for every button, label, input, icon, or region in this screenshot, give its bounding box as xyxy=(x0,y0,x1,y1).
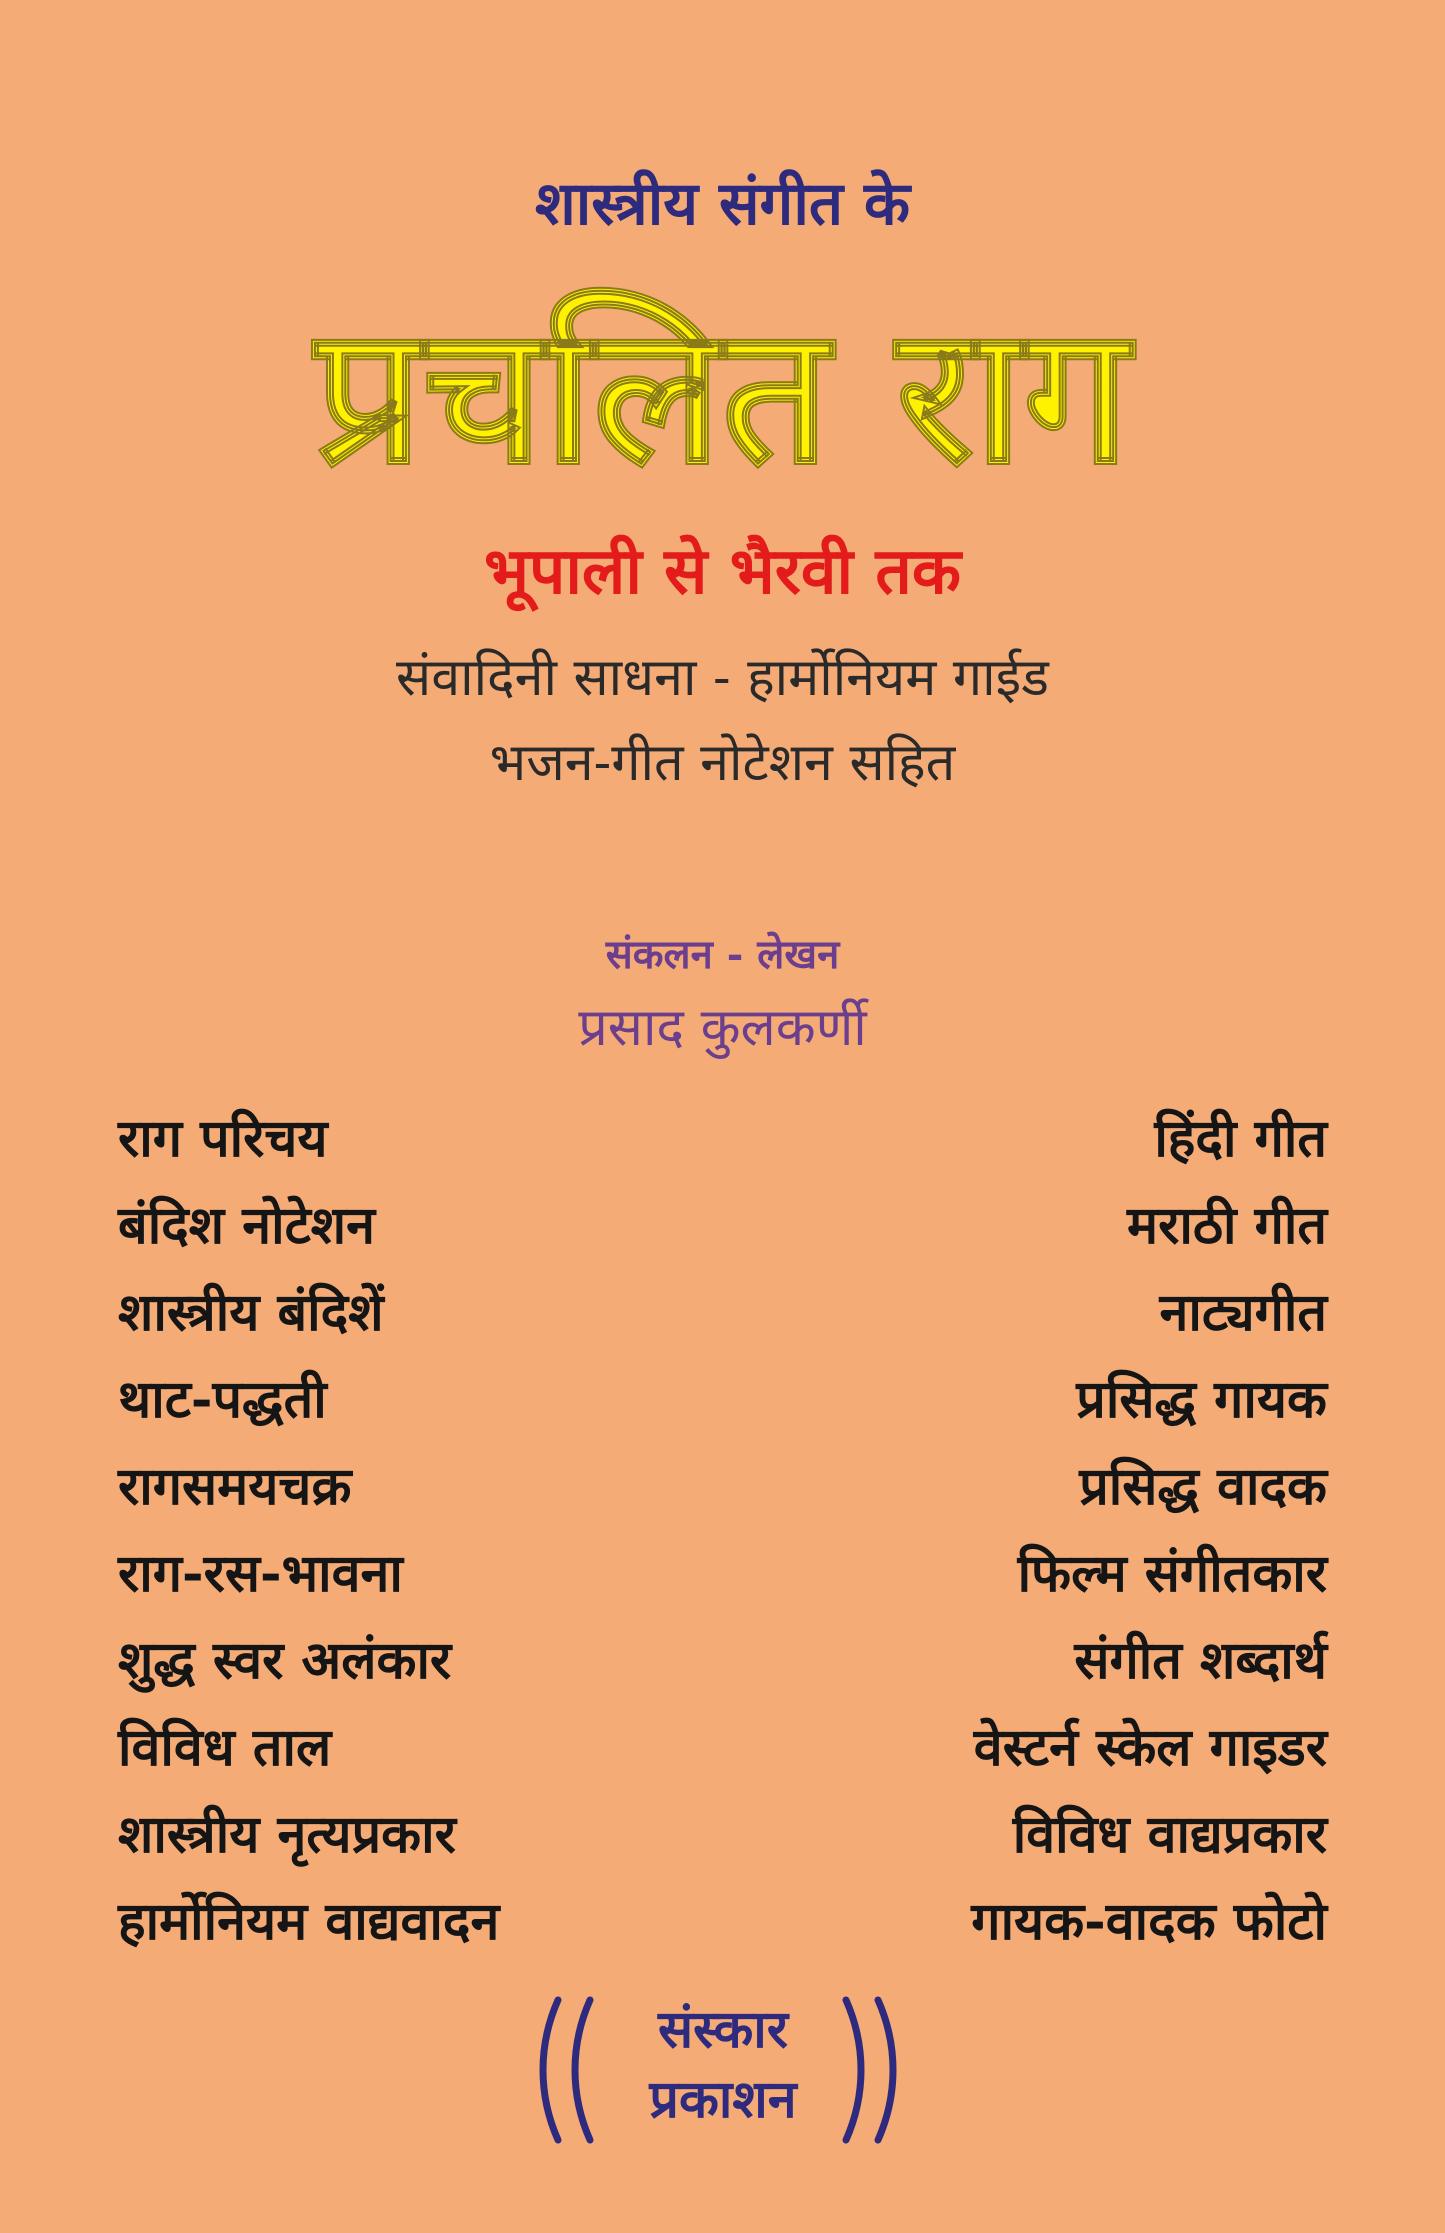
publisher-name xyxy=(608,1995,838,2135)
double-bar-right-icon xyxy=(828,1995,908,2145)
contents-item: बंदिश नोटेशन xyxy=(118,1195,375,1256)
cover-tagline-1: संवादिनी साधना - हार्मोनियम गाईड xyxy=(396,648,1049,708)
publisher-line-2: प्रकाशन xyxy=(649,2069,797,2130)
contents-right-list xyxy=(971,1095,1327,1965)
contents-item: मराठी गीत xyxy=(1127,1195,1327,1256)
credit-label: संकलन - लेखन xyxy=(605,931,840,978)
cover-subtitle: भूपाली से भैरवी तक xyxy=(484,534,961,609)
contents-item: राग परिचय xyxy=(118,1108,328,1169)
contents-item: प्रसिद्ध गायक xyxy=(1076,1369,1327,1430)
contents-item: नाट्यगीत xyxy=(1159,1282,1327,1343)
publisher-line-1: संस्कार xyxy=(657,1999,789,2060)
contents-item: वेस्टर्न स्केल गाइडर xyxy=(973,1717,1327,1778)
contents-item: शास्त्रीय बंदिशें xyxy=(118,1282,384,1343)
contents-item: हिंदी गीत xyxy=(1154,1108,1327,1169)
contents-item: शास्त्रीय नृत्यप्रकार xyxy=(118,1804,456,1865)
contents-item: संगीत शब्दार्थ xyxy=(1074,1630,1327,1691)
cover-title: प्रचलित राग xyxy=(314,283,1131,506)
contents-item: रागसमयचक्र xyxy=(118,1456,352,1517)
contents-item: गायक-वादक फोटो xyxy=(971,1891,1327,1952)
contents-left-list xyxy=(118,1095,499,1965)
publisher-mark xyxy=(0,1995,1445,2145)
contents-item: हार्मोनियम वाद्यवादन xyxy=(118,1891,500,1952)
author-name: प्रसाद कुलकर्णी xyxy=(578,998,867,1058)
contents-item: राग-रस-भावना xyxy=(118,1543,403,1604)
contents-item: शुद्ध स्वर अलंकार xyxy=(118,1630,452,1691)
contents-item: विविध ताल xyxy=(118,1717,332,1778)
cover-kicker: शास्त्रीय संगीत के xyxy=(534,169,911,239)
contents-item: विविध वाद्यप्रकार xyxy=(1012,1804,1327,1865)
double-bar-left-icon xyxy=(528,1995,608,2145)
contents-item: फिल्म संगीतकार xyxy=(1017,1543,1327,1604)
contents-item: थाट-पद्धती xyxy=(118,1369,327,1430)
cover-tagline-2: भजन-गीत नोटेशन सहित xyxy=(489,733,956,793)
contents-item: प्रसिद्ध वादक xyxy=(1079,1456,1327,1517)
